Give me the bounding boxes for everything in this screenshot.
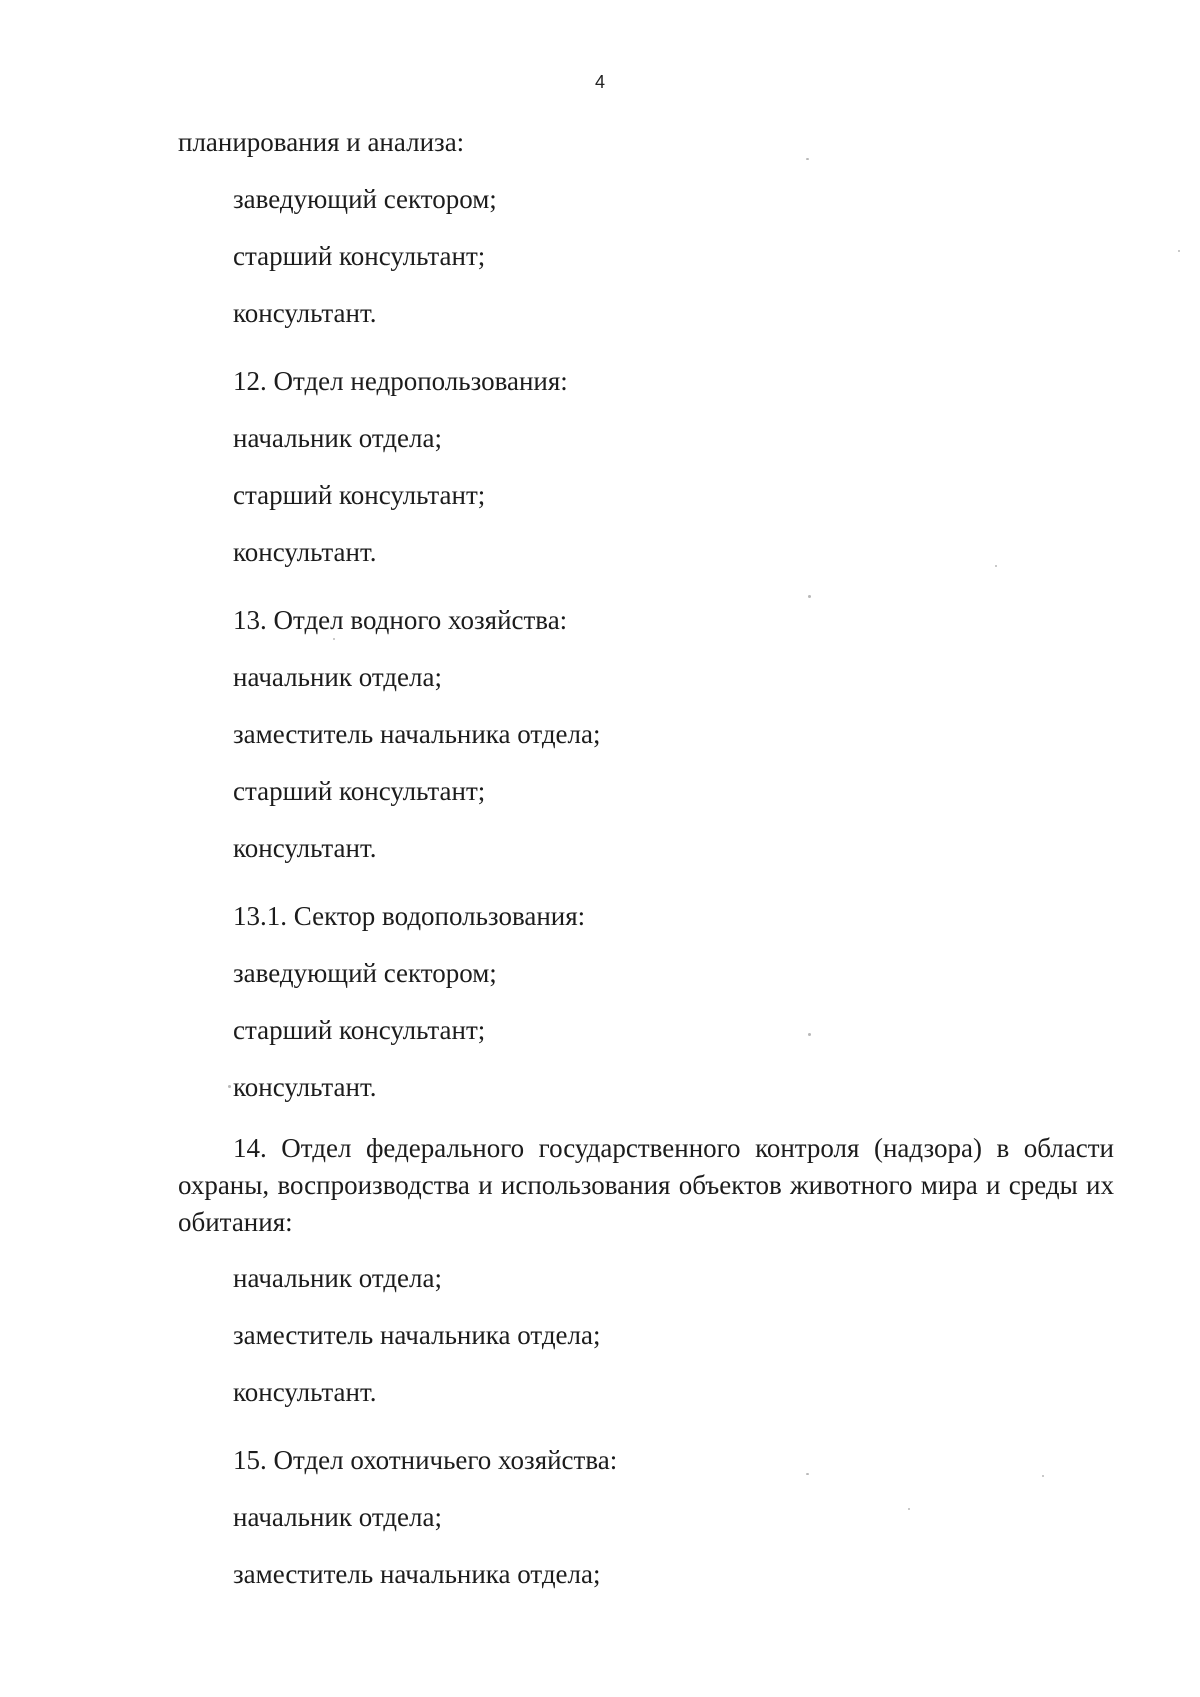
section-continuation-line: планирования и анализа: (178, 127, 465, 157)
list-item: начальник отдела; (233, 423, 442, 453)
list-item: заместитель начальника отдела; (233, 719, 601, 749)
list-item: консультант. (233, 537, 377, 567)
section-heading-13: 13. Отдел водного хозяйства: (233, 605, 568, 635)
scan-speck (1178, 250, 1180, 252)
list-item: консультант. (233, 833, 377, 863)
scan-speck (806, 1473, 809, 1475)
scan-speck (908, 1508, 910, 1510)
list-item: консультант. (233, 298, 377, 328)
scan-speck (228, 1085, 231, 1088)
list-item: заведующий сектором; (233, 958, 497, 988)
scan-speck (808, 595, 811, 598)
list-item: старший консультант; (233, 480, 486, 510)
section-heading-14: 14. Отдел федерального государственного контроля (надзора) в области охраны, воспроизводства и использования объектов животного мира и среды их обитания: (178, 1133, 1114, 1237)
scan-speck (806, 158, 809, 160)
section-heading-13-1: 13.1. Сектор водопользования: (233, 901, 586, 931)
list-item: начальник отдела; (233, 1263, 442, 1293)
scan-speck (808, 1033, 811, 1036)
list-item: консультант. (233, 1072, 377, 1102)
list-item: заведующий сектором; (233, 184, 497, 214)
list-item: начальник отдела; (233, 1502, 442, 1532)
list-item: начальник отдела; (233, 662, 442, 692)
page-number: 4 (594, 72, 605, 92)
list-item: заместитель начальника отдела; (233, 1320, 601, 1350)
section-heading-12: 12. Отдел недропользования: (233, 366, 568, 396)
scan-speck (333, 638, 335, 640)
scan-speck (995, 565, 997, 567)
list-item: старший консультант; (233, 776, 486, 806)
list-item: консультант. (233, 1377, 377, 1407)
scan-speck (1042, 1475, 1044, 1477)
section-heading-15: 15. Отдел охотничьего хозяйства: (233, 1445, 618, 1475)
list-item: заместитель начальника отдела; (233, 1559, 601, 1589)
list-item: старший консультант; (233, 1015, 486, 1045)
list-item: старший консультант; (233, 241, 486, 271)
